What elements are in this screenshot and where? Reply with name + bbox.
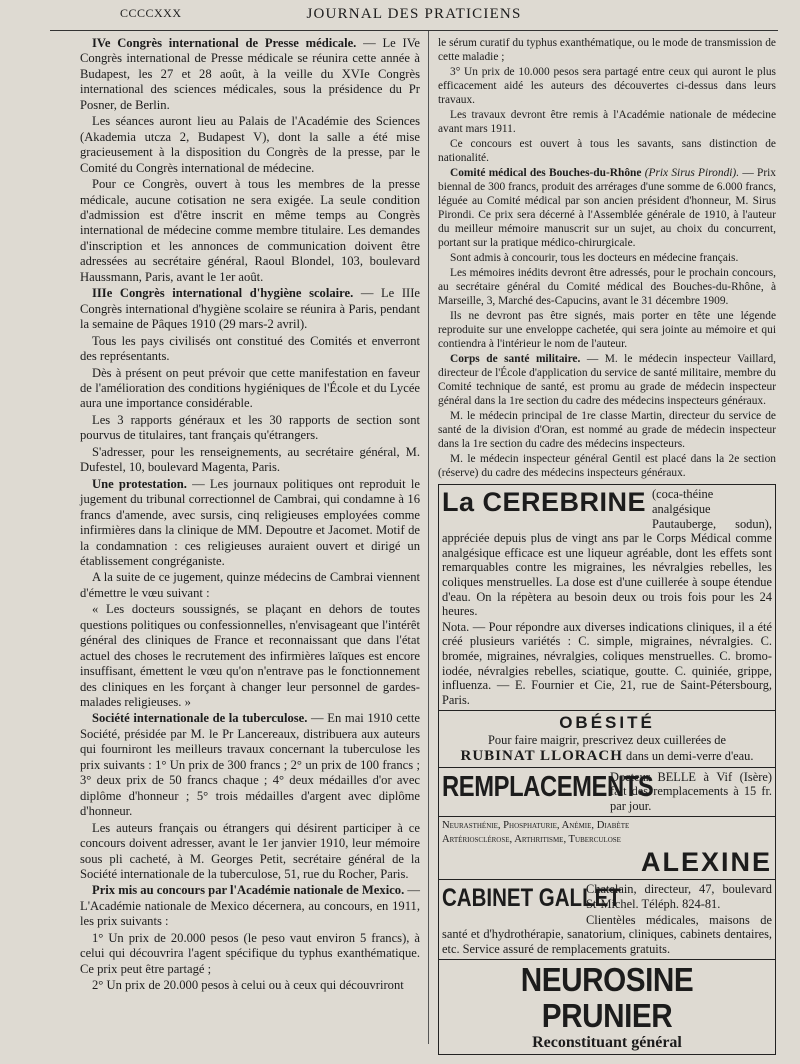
ad-rubinat-brand: RUBINAT LLORACH	[460, 747, 623, 764]
article-title: Prix mis au concours par l'Académie nationale de Mexico.	[92, 883, 405, 898]
paragraph	[80, 711, 420, 819]
paragraph-text: Tous les pays civilisés ont constitué des Comités et enverront des représentants.	[80, 333, 420, 364]
paragraph-text: M. le médecin inspecteur général Gentil est placé dans la 2e section (réserve) du cadre des médecins inspecteurs généraux.	[438, 453, 776, 480]
ad-gallet-address: Chatelain, directeur, 47, boulevard St-Michel. Téléph. 824-81.	[586, 882, 772, 911]
right-column	[438, 36, 776, 1055]
advertisements	[438, 484, 776, 1055]
article-title: Comité médical des Bouches-du-Rhône	[450, 167, 642, 180]
ad-neurosine	[439, 960, 775, 1054]
paragraph	[80, 602, 420, 710]
ad-alexine-name: ALEXINE	[640, 847, 772, 878]
paragraph	[80, 821, 420, 883]
paragraph	[80, 177, 420, 285]
article-title: IVe Congrès international de Presse médicale.	[92, 36, 357, 50]
article-title: IIIe Congrès international d'hygiène scolaire.	[92, 286, 354, 301]
ad-obesite	[439, 711, 775, 767]
ad-remplacements	[439, 768, 775, 818]
paragraph	[80, 413, 420, 444]
ad-cerebrine-name: La CEREBRINE	[442, 487, 647, 518]
page-header	[50, 6, 778, 24]
ad-remplacements-text: Docteur BELLE à Vif (Isère) fait des remplacements à 15 fr. par jour.	[610, 769, 772, 813]
paragraph-text: — M. le médecin inspecteur Vaillard, directeur de l'École d'application du service de santé militaire, membre du Comité technique de santé, est promu au grade de médecin inspecteur général dans la 1re section du cadre des médecins inspecteurs généraux.	[438, 353, 776, 408]
paragraph-text: Ils ne devront pas être signés, mais porter en tête une légende reproduite sur une enveloppe cachetée, qui sera jointe au mémoire et qui contiendra à l'intérieur le nom de l'auteur.	[438, 310, 776, 351]
column-divider	[428, 31, 429, 1044]
page-number: CCCCXXX	[120, 6, 182, 20]
paragraph	[438, 251, 776, 265]
paragraph-text: le sérum curatif du typhus exanthématique, ou le mode de transmission de cette maladie ;	[438, 37, 776, 64]
ad-gallet-name: CABINET GALLET	[442, 884, 621, 913]
paragraph-text: A la suite de ce jugement, quinze médecins de Cambrai viennent d'émettre le vœu suivant :	[80, 570, 420, 600]
paragraph-text: Les 3 rapports généraux et les 30 rapports de section sont pourvus de titulaires, tant français qu'étrangers.	[80, 412, 420, 443]
article-title: Une protestation.	[92, 476, 187, 491]
paragraph-text: 3° Un prix de 10.000 pesos sera partagé entre ceux qui auront le plus efficacement aidé les auteurs des découvertes ci-dessus dans leurs travaux.	[438, 66, 776, 107]
article-title: Corps de santé militaire.	[450, 353, 581, 366]
paragraph-text: Sont admis à concourir, tous les docteurs en médecine français.	[450, 252, 739, 265]
paragraph	[80, 445, 420, 476]
left-column	[80, 36, 420, 995]
paragraph-text: Les séances auront lieu au Palais de l'Académie des Sciences (Akademia utcza 2, Budapest V), dont la salle a été mise gracieusement à la disposition du Congrès de la presse, par le Comité du Congrès international de médecine.	[80, 114, 420, 175]
paragraph	[80, 334, 420, 365]
paragraph-text: S'adresser, pour les renseignements, au secrétaire général, M. Dufestel, 10, boulevard Magenta, Paris.	[80, 444, 420, 475]
right-column-articles	[438, 36, 776, 480]
paragraph-text: Les mémoires inédits devront être adressés, pour le prochain concours, au secrétaire général du Comité médical des Bouches-du-Rhône, à Marseille, 3, Marché des-Capucins, avant le 31 décembre 1909.	[438, 267, 776, 308]
ad-neurosine-name: NEUROSINE PRUNIER	[520, 961, 694, 1035]
header-rule	[50, 30, 778, 31]
ad-obesite-title: OBÉSITÉ	[559, 713, 655, 733]
ad-obesite-line2	[442, 749, 772, 764]
ad-cerebrine-body: (coca-théine analgésique Pautauberge, sodun), appréciée depuis plus de vingt ans par le Corps Médical comme analgésique efficace est une liqueur agréable, dont les effets sont remarquables contre les migraines, les névralgies rebelles, les coliques menstruelles. La dose est d'une cuillerée à soupe étendue d'eau. On la répètera au besoin deux ou trois fois pour les 24 heures.	[442, 487, 772, 619]
paragraph	[80, 114, 420, 176]
paragraph-text: « Les docteurs soussignés, se plaçant en dehors de toutes questions politiques ou confessionnelles, n'envisageant que l'intérêt général des cliniques de France et reconnaissant que dans l'état actuel des choses le recrutement des infirmières laïques est encore insuffisant, émettent le vœu qu'on n'entrave pas le fonctionnement des cliniques en les forçant à changer leur personnel de gardes-malades religieuses. »	[80, 602, 420, 710]
paragraph	[438, 166, 776, 250]
ad-remplacements-name: REMPLACEMENTS	[442, 770, 654, 803]
article-title: Société internationale de la tuberculose.	[92, 711, 308, 726]
paragraph	[80, 366, 420, 412]
paragraph-text: M. le médecin principal de 1re classe Martin, directeur du service de santé de la division d'Oran, est nommé au grade de médecin inspecteur dans la 1re section du cadre des médecins inspecteurs.	[438, 410, 776, 451]
paragraph-text: Ce concours est ouvert à tous les savants, sans distinction de nationalité.	[438, 138, 776, 165]
paragraph-text: — L'Académie nationale de Mexico décernera, au concours, en 1911, les prix suivants :	[80, 883, 420, 929]
paragraph	[438, 137, 776, 165]
paragraph	[80, 286, 420, 332]
article-title-note: (Prix Sirus Pirondi).	[641, 167, 740, 180]
paragraph-text: Pour ce Congrès, ouvert à tous les membres de la presse médicale, aucune cotisation ne sera exigée. La seule condition d'admission est d'être inscrit en même temps au Congrès international de médecine comme membre titulaire. Les demandes d'inscription et les annonces de communication doivent être adressées au secrétaire général, Raoul Blondel, 103, boulevard Haussmann, Paris, avant le 1er août.	[80, 177, 420, 284]
paragraph-text: Dès à présent on peut prévoir que cette manifestation en faveur de l'amélioration des conditions hygiéniques de l'École et du Lycée aura une importance considérable.	[80, 365, 420, 411]
paragraph	[438, 108, 776, 136]
paragraph	[438, 65, 776, 107]
paragraph	[80, 570, 420, 601]
paragraph	[438, 352, 776, 408]
paragraph	[80, 477, 420, 570]
ad-alexine	[439, 817, 775, 880]
paragraph-text: 2° Un prix de 20.000 pesos à celui ou à ceux qui découvriront	[92, 978, 404, 993]
paragraph	[438, 266, 776, 308]
paragraph	[438, 36, 776, 64]
paragraph-text: 1° Un prix de 20.000 pesos (le peso vaut environ 5 francs), à celui qui découvrira l'agent spécifique du typhus exanthématique. Ce prix peut être partagé ;	[80, 930, 420, 976]
paragraph	[438, 409, 776, 451]
paragraph	[438, 452, 776, 480]
ad-cerebrine	[439, 485, 775, 711]
paragraph-text: — Prix biennal de 300 francs, produit des arrérages d'une somme de 6.000 francs, léguée au Comité médical par son ancien président d'honneur, M. Sirus Pirondi. Ce prix sera décerné à l'Assemblée générale de 1910, à l'auteur du meilleur mémoire manuscrit sur un sujet, au choix du concurrent, portant sur la pratique médico-chirurgicale.	[438, 167, 776, 250]
ad-cabinet-gallet	[439, 880, 775, 960]
paragraph	[80, 883, 420, 929]
paragraph-text: — En mai 1910 cette Société, présidée par M. le Pr Lancereaux, distribuera aux auteurs qui fourniront les meilleurs travaux concernant la tuberculose les prix suivants : 1° Un prix de 300 francs ; 2° un prix de 100 francs ; 3° deux prix de 50 francs chaque ; 4° deux médailles d'or avec diplôme d'honneur ; 5° trois médailles d'argent avec diplôme d'honneur.	[80, 711, 420, 819]
paragraph-text: — Le IIIe Congrès international d'hygiène scolaire se réunira à Paris, pendant la semaine de Pâques 1910 (29 mars-2 avril).	[80, 286, 421, 332]
ad-obesite-line1: Pour faire maigrir, prescrivez deux cuillerées de	[488, 733, 726, 748]
ad-gallet-services: Clientèles médicales, maisons de santé et d'hydrothérapie, sanatorium, cliniques, cabinets dentaires, etc. Service assuré de remplacements gratuits.	[442, 912, 772, 956]
journal-title: JOURNAL DES PRATICIENS	[306, 6, 522, 22]
paragraph	[80, 36, 420, 113]
paragraph-text: — Les journaux politiques ont reproduit le jugement du tribunal correctionnel de Cambrai, qui condamne à 16 francs d'amende, avec sursis, cinq religieuses employées comme infirmières dans la clinique de MM. Depoutre et Jacomet. Motif de la condamnation : ces religieuses auraient ouvert et dirigé un établissement congréganiste.	[80, 476, 420, 568]
paragraph-text: Les auteurs français ou étrangers qui désirent participer à ce concours doivent adresser, avant le 1er janvier 1910, leur mémoire sous pli cacheté, à M. Georges Petit, secrétaire général de la Société internationale de la tuberculose, 51, rue du Rocher, Paris.	[80, 820, 420, 882]
ad-cerebrine-nota: Nota. — Pour répondre aux diverses indications cliniques, il a été créé plusieurs variétés : C. simple, migraines, névralgies. C. bromée, migraines, névralgies, coliques menstruelles. C. bromo-iodée, névralgies rebelles, sciatique, goutte. C. quiniée, grippe, influenza. — E. Fournier et Cie, 21, rue de Saint-Pétersbourg, Paris.	[442, 619, 772, 707]
paragraph	[438, 309, 776, 351]
ad-obesite-line2-text: dans un demi-verre d'eau.	[622, 748, 754, 763]
ad-neurosine-subtitle: Reconstituant général	[532, 1034, 682, 1052]
paragraph	[80, 978, 420, 993]
ad-alexine-indications: Neurasthénie, Phosphaturie, Anémie, Diabète Artériosclérose, Arthritisme, Tuberculose	[442, 820, 630, 846]
paragraph-text: — Le IVe Congrès international de Presse médicale se réunira cette année à Budapest, les 27 et 28 août, à la veille du XVIe Congrès international des sciences médicales, sous la présidence du Pr Posner, de Berlin.	[80, 36, 420, 112]
paragraph-text: Les travaux devront être remis à l'Académie nationale de médecine avant mars 1911.	[438, 109, 776, 136]
paragraph	[80, 931, 420, 977]
